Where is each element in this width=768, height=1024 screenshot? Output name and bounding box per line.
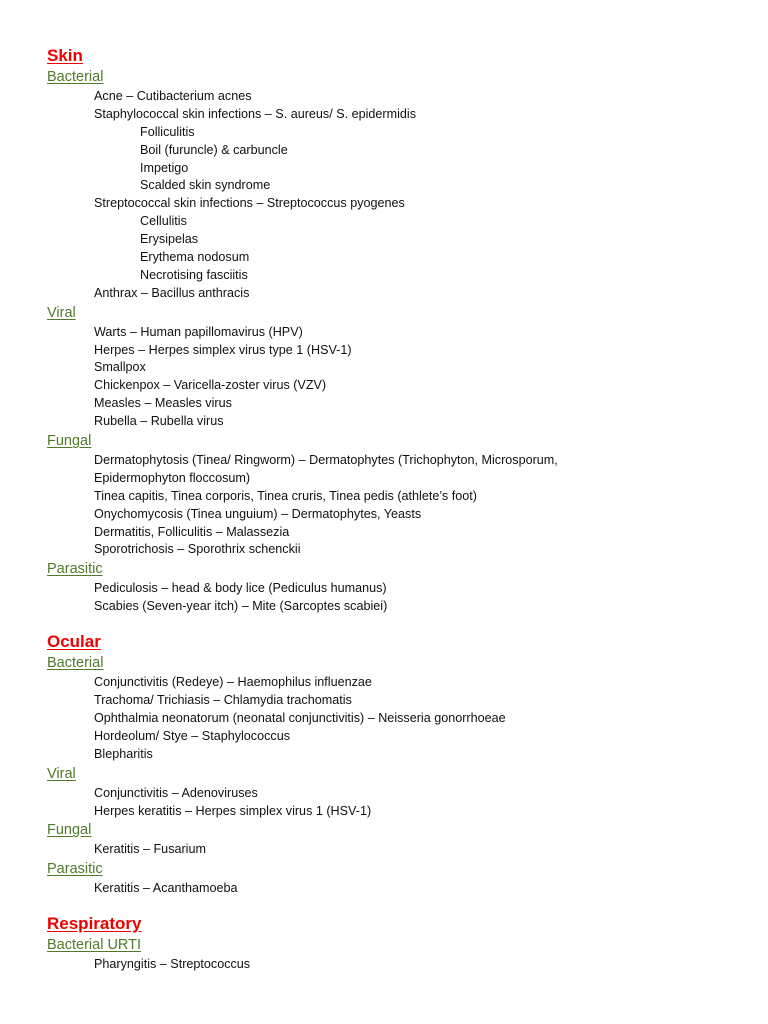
- subsection-bacterial-urti: [0, 935, 768, 974]
- section-heading: Skin: [47, 46, 83, 65]
- subsection-heading: Fungal: [47, 822, 92, 839]
- subsection-fungal: [0, 431, 768, 559]
- entry-line: Hordeolum/ Stye – Staphylococcus: [94, 728, 291, 743]
- subsection-heading: Fungal: [47, 433, 92, 450]
- entry-line: Conjunctivitis – Adenoviruses: [94, 785, 258, 800]
- entry-line: Sporotrichosis – Sporothrix schenckii: [94, 542, 301, 557]
- sub-entry-line: Erythema nodosum: [140, 250, 250, 265]
- section-heading: Respiratory: [47, 914, 142, 934]
- subsection-parasitic: [0, 859, 768, 898]
- entry-line: Measles – Measles virus: [94, 396, 232, 411]
- entry-line: Conjunctivitis (Redeye) – Haemophilus influenzae: [94, 675, 372, 690]
- section-respiratory: [0, 912, 768, 974]
- sub-entry-line: Folliculitis: [140, 124, 195, 139]
- sub-entry-line: Erysipelas: [140, 232, 199, 247]
- document-page: [0, 44, 768, 974]
- entry-line: Dermatitis, Folliculitis – Malassezia: [94, 524, 290, 539]
- entry-line: Pharyngitis – Streptococcus: [94, 957, 251, 972]
- subsection-heading: Bacterial URTI: [47, 937, 142, 954]
- subsection-heading: Bacterial: [47, 69, 104, 85]
- entry-line: Herpes – Herpes simplex virus type 1 (HSV-1): [94, 342, 352, 357]
- entry-line: Rubella – Rubella virus: [94, 414, 224, 429]
- entry-line: Epidermophyton floccosum): [94, 470, 251, 485]
- subsection-parasitic: [0, 559, 768, 616]
- entry-line: Smallpox: [94, 360, 146, 375]
- subsection-heading: Parasitic: [47, 561, 103, 578]
- subsection-bacterial: [0, 67, 768, 303]
- subsection-bacterial: [0, 653, 768, 763]
- sub-entry-line: Necrotising fasciitis: [140, 267, 248, 282]
- entry-line: Dermatophytosis (Tinea/ Ringworm) – Dermatophytes (Trichophyton, Microsporum,: [94, 453, 558, 468]
- entry-line: Streptococcal skin infections – Streptococcus pyogenes: [94, 196, 405, 211]
- subsection-heading: Viral: [47, 304, 76, 321]
- subsection-heading: Bacterial: [47, 655, 104, 672]
- sub-entry-line: Boil (furuncle) & carbuncle: [140, 142, 288, 157]
- entry-line: Ophthalmia neonatorum (neonatal conjunctivitis) – Neisseria gonorrhoeae: [94, 710, 506, 725]
- section-skin: [0, 44, 768, 616]
- entry-line: Blepharitis: [94, 746, 153, 761]
- section-ocular: [0, 630, 768, 898]
- entry-line: Keratitis – Acanthamoeba: [94, 881, 238, 896]
- sub-entry-line: Impetigo: [140, 160, 189, 175]
- entry-line: Pediculosis – head & body lice (Pediculus humanus): [94, 581, 387, 596]
- entry-line: Tinea capitis, Tinea corporis, Tinea cruris, Tinea pedis (athlete’s foot): [94, 488, 477, 503]
- entry-line: Warts – Human papillomavirus (HPV): [94, 324, 303, 339]
- subsection-heading: Viral: [47, 765, 76, 782]
- subsection-viral: [0, 303, 768, 431]
- entry-line: Chickenpox – Varicella-zoster virus (VZV): [94, 378, 327, 393]
- subsection-heading: Parasitic: [47, 861, 103, 878]
- entry-line: Keratitis – Fusarium: [94, 842, 206, 857]
- sub-entry-line: Scalded skin syndrome: [140, 178, 271, 193]
- entry-line: Acne – Cutibacterium acnes: [94, 89, 252, 103]
- entry-line: Herpes keratitis – Herpes simplex virus 1 (HSV-1): [94, 803, 372, 818]
- sub-entry-line: Cellulitis: [140, 214, 187, 229]
- section-heading: Ocular: [47, 632, 101, 652]
- entry-line: Staphylococcal skin infections – S. aureus/ S. epidermidis: [94, 106, 417, 121]
- entry-line: Trachoma/ Trichiasis – Chlamydia trachomatis: [94, 693, 352, 708]
- entry-line: Anthrax – Bacillus anthracis: [94, 285, 250, 300]
- subsection-fungal: [0, 820, 768, 859]
- entry-line: Scabies (Seven-year itch) – Mite (Sarcoptes scabiei): [94, 599, 388, 614]
- entry-line: Onychomycosis (Tinea unguium) – Dermatophytes, Yeasts: [94, 506, 422, 521]
- subsection-viral: [0, 764, 768, 821]
